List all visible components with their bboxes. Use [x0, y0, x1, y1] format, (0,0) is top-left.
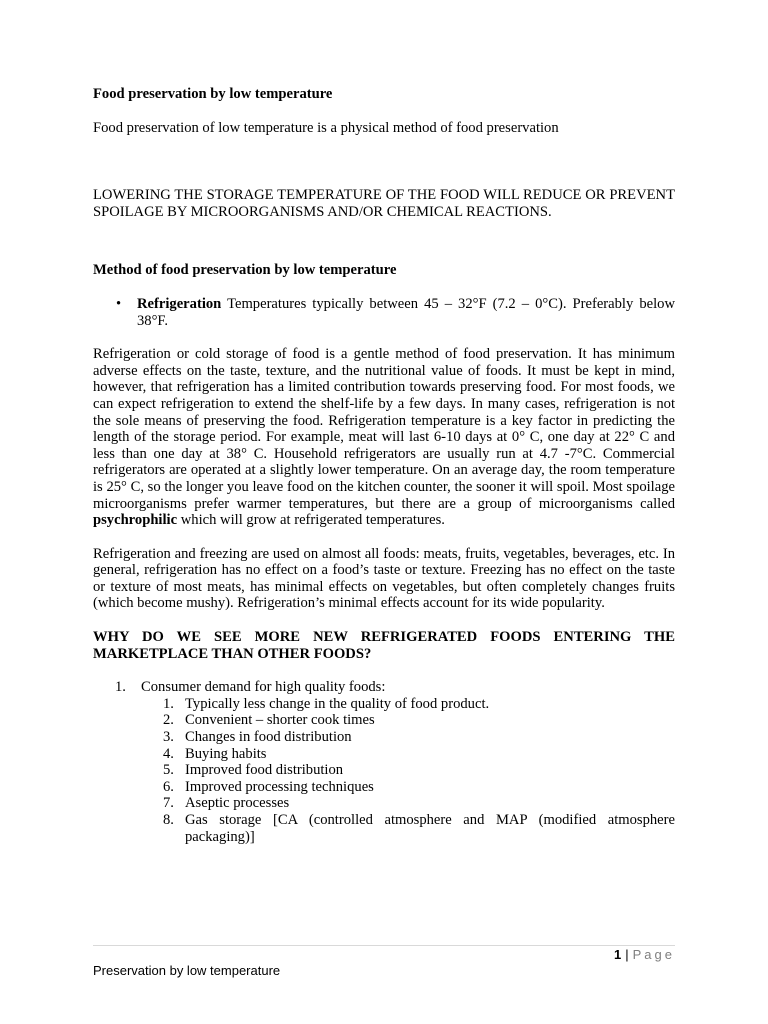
page-separator: |	[625, 947, 629, 962]
bullet-item-refrigeration	[93, 296, 675, 329]
document-title: Food preservation by low temperature	[93, 86, 333, 102]
sub-list-item	[163, 779, 675, 796]
list-number: 1.	[115, 679, 126, 696]
sub-list-item	[163, 762, 675, 779]
sub-list-number: 6.	[163, 778, 174, 795]
sub-list-item	[163, 795, 675, 812]
list-label: Consumer demand for high quality foods:	[141, 679, 386, 696]
page-label: Page	[632, 947, 675, 962]
bullet-symbol: •	[116, 295, 122, 312]
para1-after: which will grow at refrigerated temperatures.	[177, 512, 445, 529]
intro-paragraph: Food preservation of low temperature is a physical method of food preservation	[93, 119, 559, 136]
sub-list-text: Buying habits	[185, 745, 267, 762]
document-body	[93, 86, 675, 845]
caps-statement: LOWERING THE STORAGE TEMPERATURE OF THE FOOD WILL REDUCE OR PREVENT SPOILAGE BY MICROORGANISMS AND/OR CHEMICAL REACTIONS.	[93, 187, 675, 220]
para1-bold-term: psychrophilic	[93, 512, 178, 529]
freezing-paragraph: Refrigeration and freezing are used on almost all foods: meats, fruits, vegetables, beverages, etc. In general, refrigeration has no effect on a food’s taste or texture. Freezing has no effect on the taste or texture of most meats, has minimal effects on vegetables, but often completely changes fruits (which become mushy). Refrigeration’s minimal effects account for its wide popularity.	[93, 545, 675, 612]
sub-list-text: Improved food distribution	[185, 762, 344, 779]
sub-list-number: 5.	[163, 762, 174, 779]
sub-list-number: 7.	[163, 795, 174, 812]
sub-list-item	[163, 812, 675, 845]
running-footer-title: Preservation by low temperature	[93, 963, 281, 978]
sub-list-text: Convenient – shorter cook times	[185, 712, 375, 729]
sub-list-number: 8.	[163, 812, 174, 828]
sub-list	[93, 696, 675, 845]
why-heading: WHY DO WE SEE MORE NEW REFRIGERATED FOODS ENTERING THE MARKETPLACE THAN OTHER FOODS?	[93, 629, 675, 662]
sub-list-text: Changes in food distribution	[185, 729, 352, 746]
sub-list-item	[163, 729, 675, 746]
sub-list-text: Improved processing techniques	[185, 778, 374, 795]
para1-before: Refrigeration or cold storage of food is a gentle method of food preservation. It has minimum adverse effects on the taste, texture, and the nutritional value of foods. It must be kept in mind, however, that refrigeration has a limited contribution towards preserving food. For most foods, we can expect refrigeration to extend the shelf-life by a few days. In many cases, refrigeration is not the sole means of preserving the food. Refrigeration temperature is a key factor in predicting the length of the storage period. For example, meat will last 6-10 days at 0° C, one day at 22° C and less than one day at 38° C. Household refrigerators are usually run at 4.7 -7°C. Commercial refrigerators are operated at a slightly lower temperature. On an average day, the room temperature is 25° C, so the longer you leave food on the kitchen counter, the sooner it will spoil. Most spoilage microorganisms prefer warmer temperatures, but there are a group of microorganisms called	[93, 346, 675, 512]
sub-list-number: 2.	[163, 712, 174, 729]
sub-list-number: 1.	[163, 695, 174, 712]
bullet-description: Temperatures typically between 45 – 32°F (7.2 – 0°C). Preferably below 38°F.	[137, 295, 675, 329]
page-number: 1	[614, 947, 622, 962]
refrigeration-paragraph	[93, 346, 675, 529]
bullet-bold-term: Refrigeration	[137, 295, 222, 312]
sub-list-number: 3.	[163, 729, 174, 746]
sub-list-number: 4.	[163, 745, 174, 762]
sub-list-item	[163, 696, 675, 713]
page-number-block	[614, 947, 675, 962]
list-item-consumer-demand	[93, 679, 675, 696]
bullet-text	[137, 296, 675, 329]
sub-list-item	[163, 746, 675, 763]
sub-list-item	[163, 712, 675, 729]
sub-list-text: Typically less change in the quality of food product.	[185, 695, 490, 712]
sub-list-text: Gas storage [CA (controlled atmosphere and MAP (modified atmosphere packaging)]	[185, 812, 675, 845]
sub-list-text: Aseptic processes	[185, 795, 290, 812]
method-heading: Method of food preservation by low temperature	[93, 262, 397, 279]
footer-divider	[93, 945, 675, 946]
